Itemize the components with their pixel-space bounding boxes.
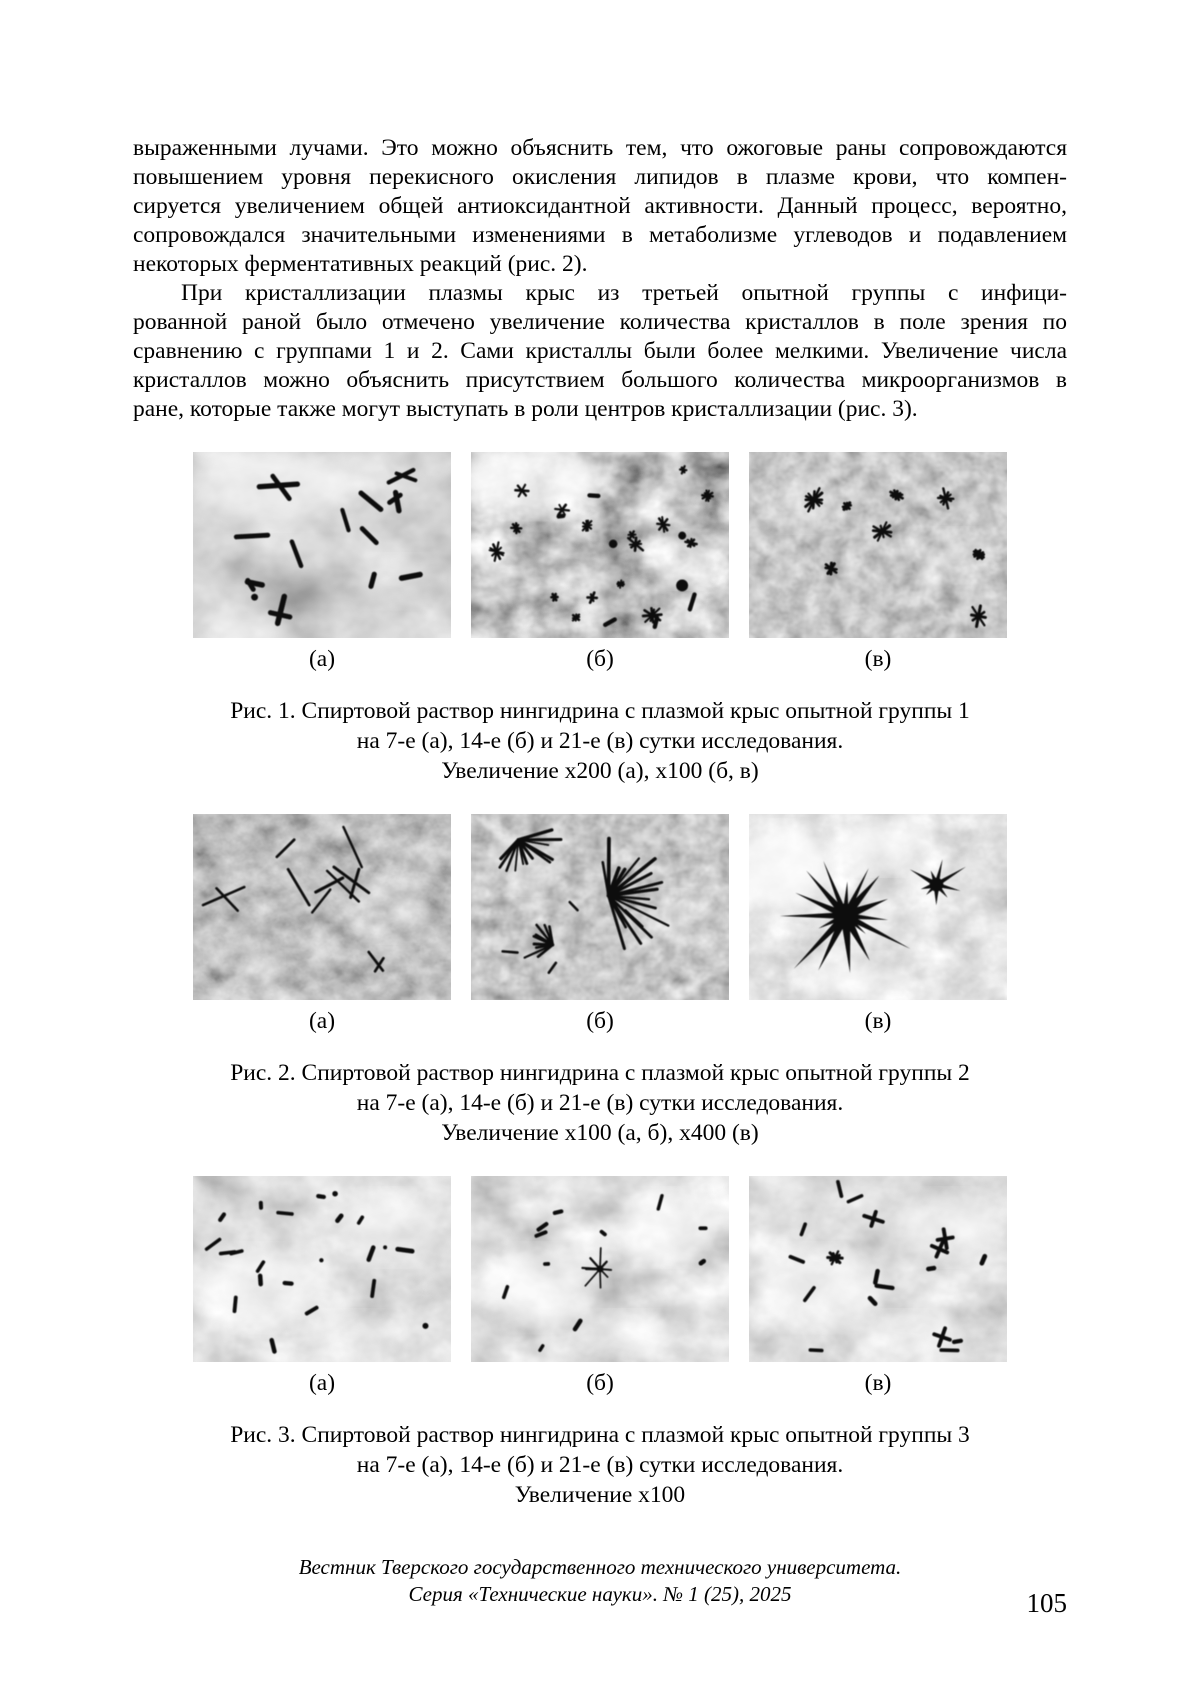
- figure-3: [133, 1176, 1067, 1510]
- caption-line: Увеличение х100 (а, б), х400 (в): [441, 1120, 759, 1146]
- text-line: ране, которые также могут выступать в роли центров кристаллизации (рис. 3).: [133, 396, 918, 422]
- paragraph-2: [133, 279, 1067, 424]
- figure-1-caption: [133, 696, 1067, 786]
- caption-line: на 7-е (а), 14-е (б) и 21-е (в) сутки исследования.: [356, 1090, 844, 1116]
- footer-journal-title: Вестник Тверского государственного технического университета.: [298, 1555, 902, 1579]
- text-line: рованной раной было отмечено увеличение количества кристаллов в поле зрения по: [133, 309, 1067, 335]
- text-line: сравнению с группами 1 и 2. Сами кристаллы были более мелкими. Увеличение числа: [133, 338, 1067, 364]
- fig1-label-a: (а): [308, 646, 336, 672]
- fig2-label-c: (в): [864, 1008, 892, 1034]
- figure-2-panel-row: [133, 814, 1067, 1000]
- fig3-label-a: (а): [308, 1370, 336, 1396]
- fig2-micrograph-a: [193, 814, 451, 1000]
- caption-line: на 7-е (а), 14-е (б) и 21-е (в) сутки исследования.: [356, 1452, 844, 1478]
- figure-3-caption: [133, 1420, 1067, 1510]
- text-line: некоторых ферментативных реакций (рис. 2).: [133, 251, 588, 277]
- figure-1: [133, 452, 1067, 786]
- figure-3-labels: [133, 1368, 1067, 1398]
- text-line: кристаллов можно объяснить присутствием большого количества микроорганизмов в: [133, 367, 1067, 393]
- fig3-micrograph-a: [193, 1176, 451, 1362]
- fig3-micrograph-c: [749, 1176, 1007, 1362]
- figure-2-labels: [133, 1006, 1067, 1036]
- figure-3-panel-row: [133, 1176, 1067, 1362]
- paragraph-1: [133, 134, 1067, 279]
- fig1-label-c: (в): [864, 646, 892, 672]
- fig2-micrograph-c: [749, 814, 1007, 1000]
- text-line: повышением уровня перекисного окисления липидов в плазме крови, что компен-: [133, 164, 1067, 190]
- fig2-micrograph-b: [471, 814, 729, 1000]
- text-line: выраженными лучами. Это можно объяснить тем, что ожоговые раны сопровождаются: [133, 135, 1067, 161]
- footer-series-issue: Серия «Технические науки». № 1 (25), 2025: [408, 1582, 792, 1606]
- figure-1-panel-row: [133, 452, 1067, 638]
- page-number: 105: [1026, 1588, 1067, 1618]
- figure-2: [133, 814, 1067, 1148]
- fig2-label-b: (б): [586, 1008, 614, 1034]
- text-line: сируется увеличением общей антиоксидантной активности. Данный процесс, вероятно,: [133, 193, 1067, 219]
- caption-line: Рис. 1. Спиртовой раствор нингидрина с плазмой крыс опытной группы 1: [230, 698, 970, 724]
- journal-footer: [133, 1554, 1067, 1608]
- fig1-micrograph-a: [193, 452, 451, 638]
- fig2-label-a: (а): [308, 1008, 336, 1034]
- fig1-micrograph-c: [749, 452, 1007, 638]
- fig3-label-b: (б): [586, 1370, 614, 1396]
- caption-line: на 7-е (а), 14-е (б) и 21-е (в) сутки исследования.: [356, 728, 844, 754]
- fig3-micrograph-b: [471, 1176, 729, 1362]
- figure-2-caption: [133, 1058, 1067, 1148]
- caption-line: Рис. 2. Спиртовой раствор нингидрина с плазмой крыс опытной группы 2: [230, 1060, 970, 1086]
- fig1-label-b: (б): [586, 646, 614, 672]
- fig1-micrograph-b: [471, 452, 729, 638]
- caption-line: Увеличение х200 (а), х100 (б, в): [441, 758, 759, 784]
- fig3-label-c: (в): [864, 1370, 892, 1396]
- text-line: При кристаллизации плазмы крыс из третьей опытной группы с инфици-: [181, 280, 1067, 306]
- caption-line: Рис. 3. Спиртовой раствор нингидрина с плазмой крыс опытной группы 3: [230, 1422, 970, 1448]
- caption-line: Увеличение х100: [514, 1482, 686, 1508]
- text-line: сопровождался значительными изменениями в метаболизме углеводов и подавлением: [133, 222, 1067, 248]
- figure-1-labels: [133, 644, 1067, 674]
